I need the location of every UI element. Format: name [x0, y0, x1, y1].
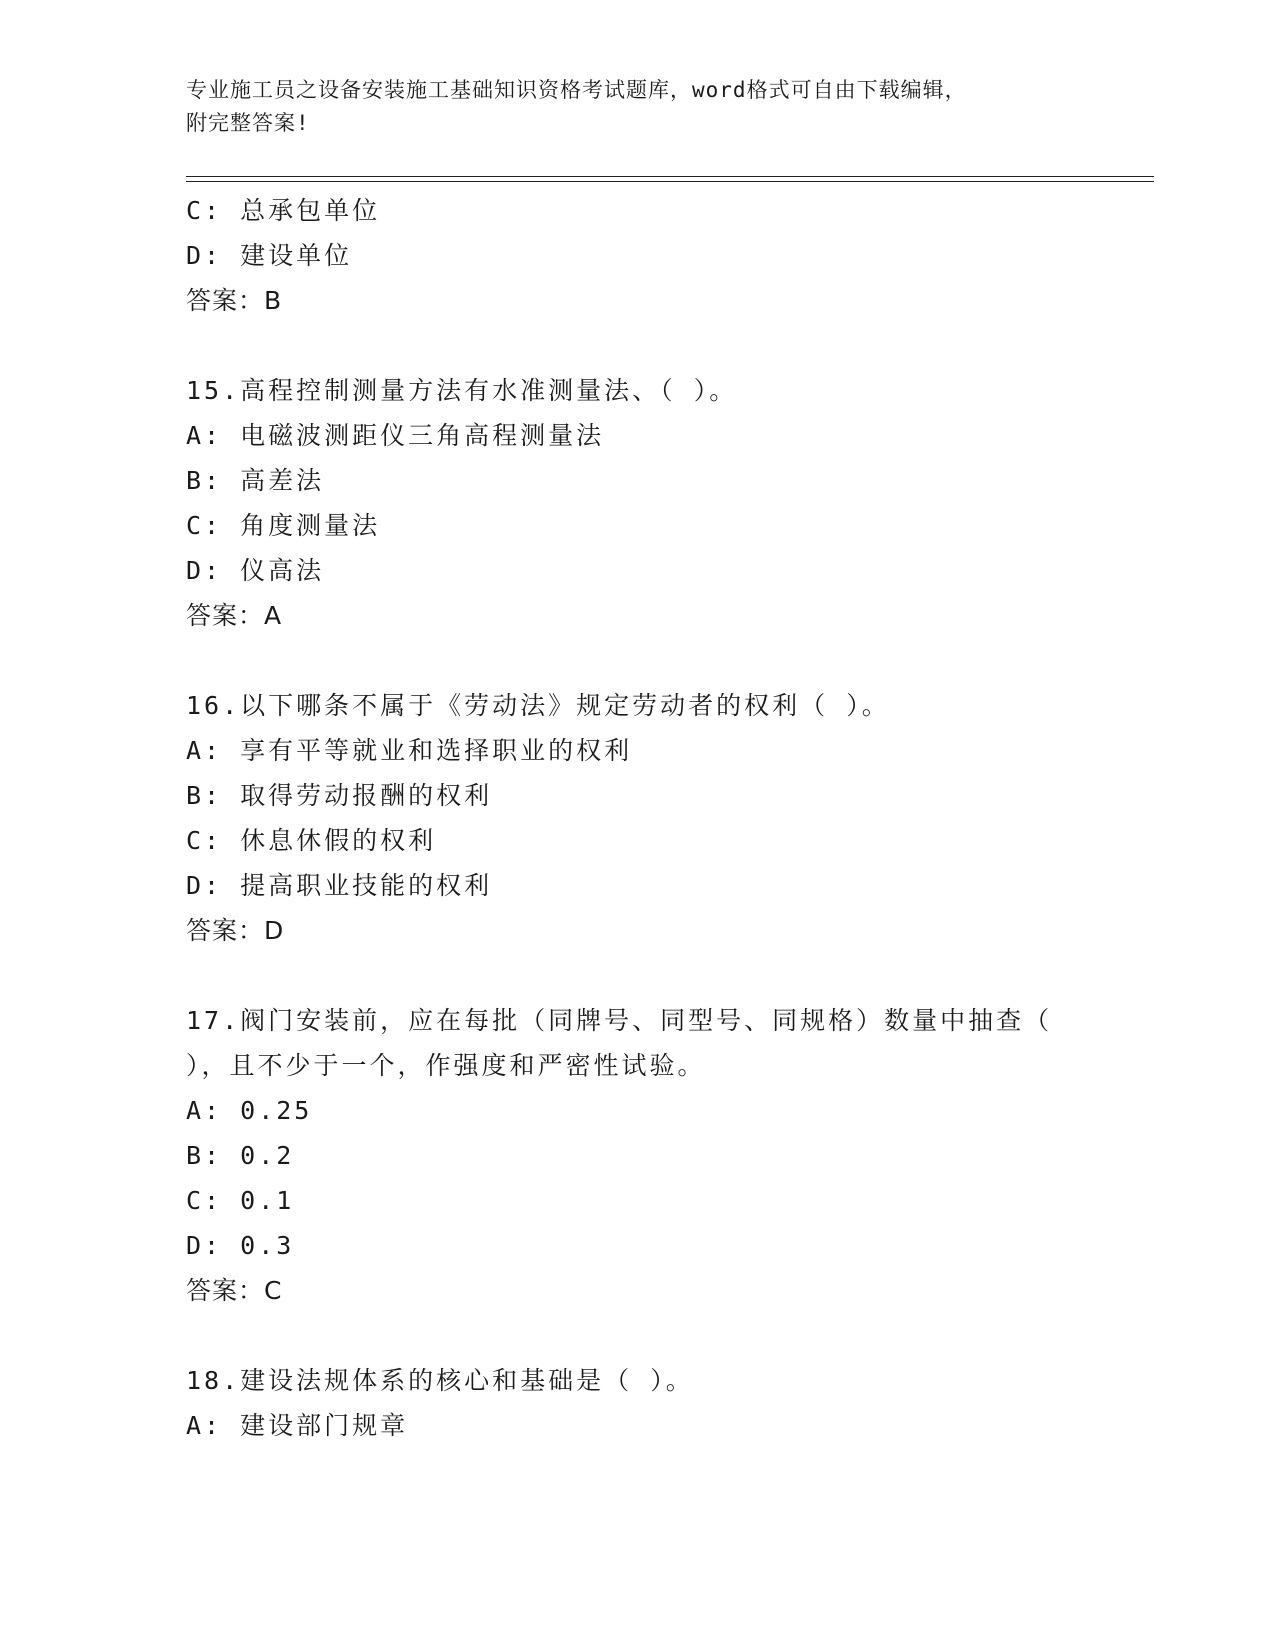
- option-d: D: 提高职业技能的权利: [186, 871, 493, 900]
- question-18: [186, 1358, 1086, 1448]
- option-a: A: 建设部门规章: [186, 1411, 409, 1440]
- question-stem: 18.建设法规体系的核心和基础是（ ）。: [186, 1366, 694, 1395]
- question-stem-line-2: ），且不少于一个，作强度和严密性试验。: [186, 1051, 706, 1080]
- option-d: D: 建设单位: [186, 241, 353, 270]
- question-16: [186, 683, 1086, 953]
- option-a: A: 0.25: [186, 1096, 313, 1125]
- question-list: [186, 188, 1086, 1448]
- option-c: C: 0.1: [186, 1186, 295, 1215]
- option-d: D: 0.3: [186, 1231, 295, 1260]
- document-header: [186, 74, 1086, 140]
- question-stem: 15.高程控制测量方法有水准测量法、（ ）。: [186, 376, 738, 405]
- header-line-1: 专业施工员之设备安装施工基础知识资格考试题库，word格式可自由下载编辑，: [186, 78, 967, 102]
- answer-line: 答案：D: [186, 916, 285, 945]
- question-stem-line-1: 17.阀门安装前，应在每批（同牌号、同型号、同规格）数量中抽查（: [186, 1006, 1053, 1035]
- question-15: [186, 368, 1086, 638]
- option-b: B: 0.2: [186, 1141, 295, 1170]
- answer-line: 答案：A: [186, 601, 283, 630]
- spacer: [186, 638, 1086, 683]
- header-divider-top: [186, 176, 1154, 177]
- question-14-partial: [186, 188, 1086, 323]
- option-c: C: 休息休假的权利: [186, 826, 437, 855]
- spacer: [186, 1313, 1086, 1358]
- option-b: B: 取得劳动报酬的权利: [186, 781, 493, 810]
- answer-line: 答案：C: [186, 1276, 283, 1305]
- spacer: [186, 953, 1086, 998]
- option-c: C: 总承包单位: [186, 196, 381, 225]
- option-a: A: 电磁波测距仪三角高程测量法: [186, 421, 605, 450]
- option-b: B: 高差法: [186, 466, 325, 495]
- option-c: C: 角度测量法: [186, 511, 381, 540]
- spacer: [186, 323, 1086, 368]
- header-line-2: 附完整答案!: [186, 111, 310, 135]
- option-a: A: 享有平等就业和选择职业的权利: [186, 736, 633, 765]
- question-17: [186, 998, 1086, 1313]
- answer-line: 答案：B: [186, 286, 283, 315]
- header-divider-bottom: [186, 181, 1154, 182]
- question-stem: 16.以下哪条不属于《劳动法》规定劳动者的权利（ ）。: [186, 691, 890, 720]
- option-d: D: 仪高法: [186, 556, 325, 585]
